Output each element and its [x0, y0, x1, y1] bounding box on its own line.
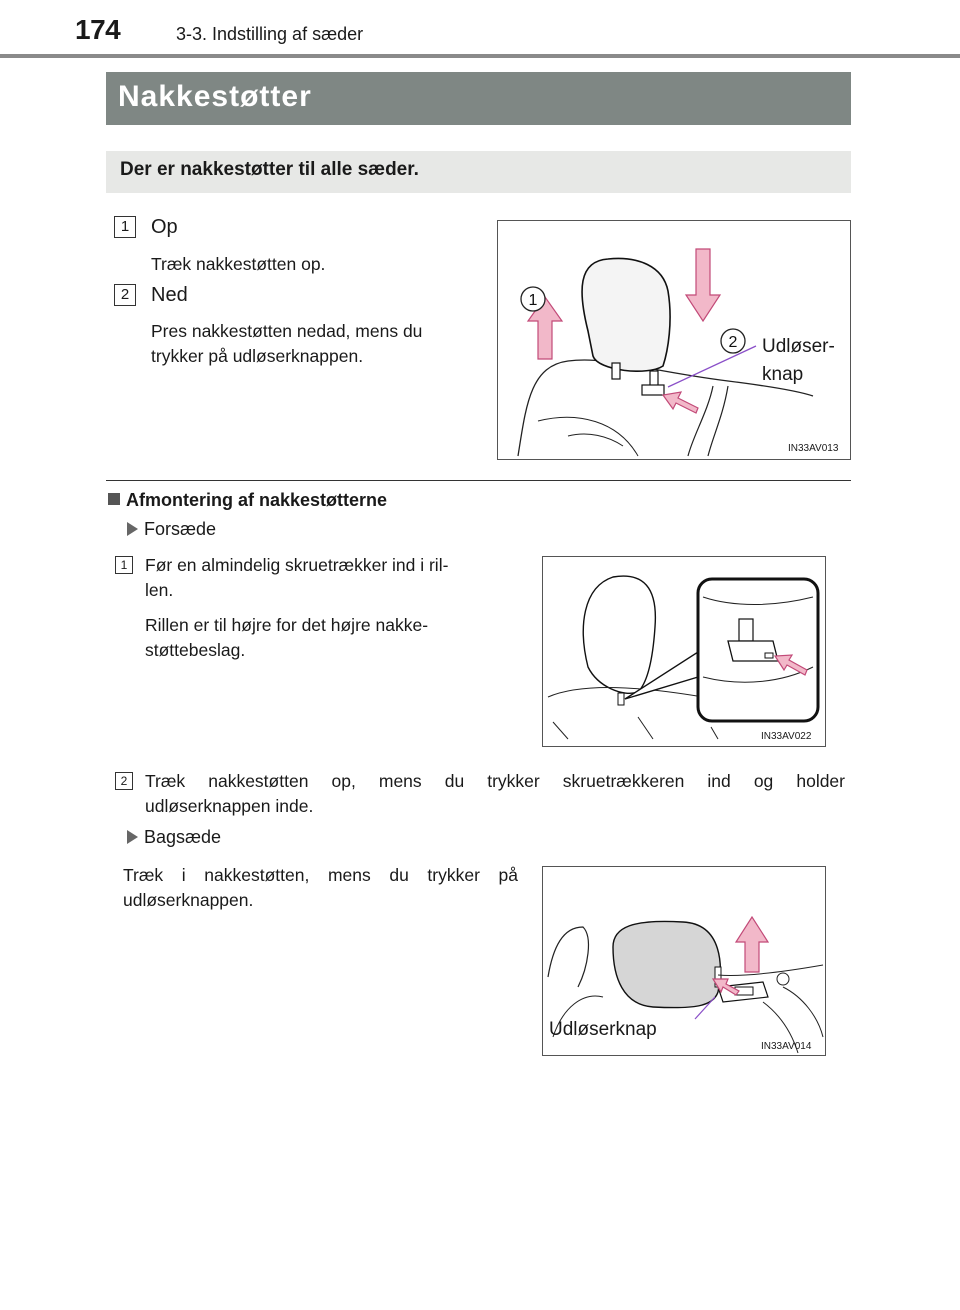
- removal-heading-text: Afmontering af nakkestøtterne: [126, 490, 388, 510]
- rear-seat-text: [123, 863, 518, 913]
- item-title-up: Op: [151, 216, 178, 238]
- triangle-bullet-icon: [127, 522, 138, 536]
- step2-text: [145, 769, 845, 819]
- rear-seat-label: [127, 827, 221, 848]
- header-rule: [0, 54, 960, 58]
- figure-marker-2: 2: [728, 334, 738, 351]
- item-number-1: 1: [114, 216, 136, 238]
- release-button-label-line2: knap: [762, 364, 804, 385]
- section-title: Nakkestøtter: [118, 80, 312, 113]
- step-number-2: 2: [115, 772, 133, 790]
- figure-headrest-adjust: [497, 220, 851, 460]
- square-bullet-icon: [108, 493, 120, 505]
- step1-line1: Før en almindelig skruetrækker ind i ril-: [145, 555, 449, 575]
- down-arrow: [686, 249, 720, 321]
- press-arrow: [663, 392, 698, 413]
- figure-code: IN33AV013: [788, 443, 839, 454]
- step1-line4: støttebeslag.: [145, 640, 246, 660]
- front-seat-illustration: [543, 557, 825, 746]
- section-title-bar: [106, 72, 851, 125]
- step1-line2: len.: [145, 580, 174, 600]
- item-title-down: Ned: [151, 284, 188, 306]
- rear-line1: Træk i nakkestøtten, mens du trykker på: [123, 865, 518, 885]
- page-number: 174: [75, 14, 121, 45]
- release-button-label: [762, 333, 835, 389]
- item-text-up: Træk nakkestøtten op.: [151, 254, 326, 274]
- step1-text: [145, 553, 518, 663]
- figure-front-seat: [542, 556, 826, 747]
- figure-marker-1: 1: [528, 292, 538, 309]
- step1-line3: Rillen er til højre for det højre nakke-: [145, 615, 429, 635]
- rear-line2: udløserknappen.: [123, 890, 254, 910]
- figure-code: IN33AV022: [761, 731, 812, 742]
- figure-code: IN33AV014: [761, 1041, 812, 1052]
- running-head: 3-3. Indstilling af sæder: [176, 24, 364, 44]
- removal-heading: [108, 490, 387, 511]
- step-number-1: 1: [115, 556, 133, 574]
- section-divider: [106, 480, 851, 481]
- release-button-label: Udløserknap: [549, 1019, 657, 1040]
- release-button-label-line1: Udløser-: [762, 336, 835, 357]
- intro-bar: [106, 151, 851, 193]
- item-text-down-line1: Pres nakkestøtten nedad, mens du: [151, 321, 423, 341]
- intro-text: Der er nakkestøtter til alle sæder.: [120, 159, 419, 180]
- item-text-down-line2: trykker på udløserknappen.: [151, 346, 364, 366]
- rear-seat-label-text: Bagsæde: [144, 827, 222, 847]
- triangle-bullet-icon: [127, 830, 138, 844]
- step2-line1: Træk nakkestøtten op, mens du trykker skruetrækkeren ind og holder: [145, 771, 845, 791]
- front-seat-label-text: Forsæde: [144, 519, 217, 539]
- up-arrow: [736, 917, 768, 972]
- front-seat-label: [127, 519, 216, 540]
- figure-rear-seat: [542, 866, 826, 1056]
- step2-line2: udløserknappen inde.: [145, 796, 314, 816]
- item-number-2: 2: [114, 284, 136, 306]
